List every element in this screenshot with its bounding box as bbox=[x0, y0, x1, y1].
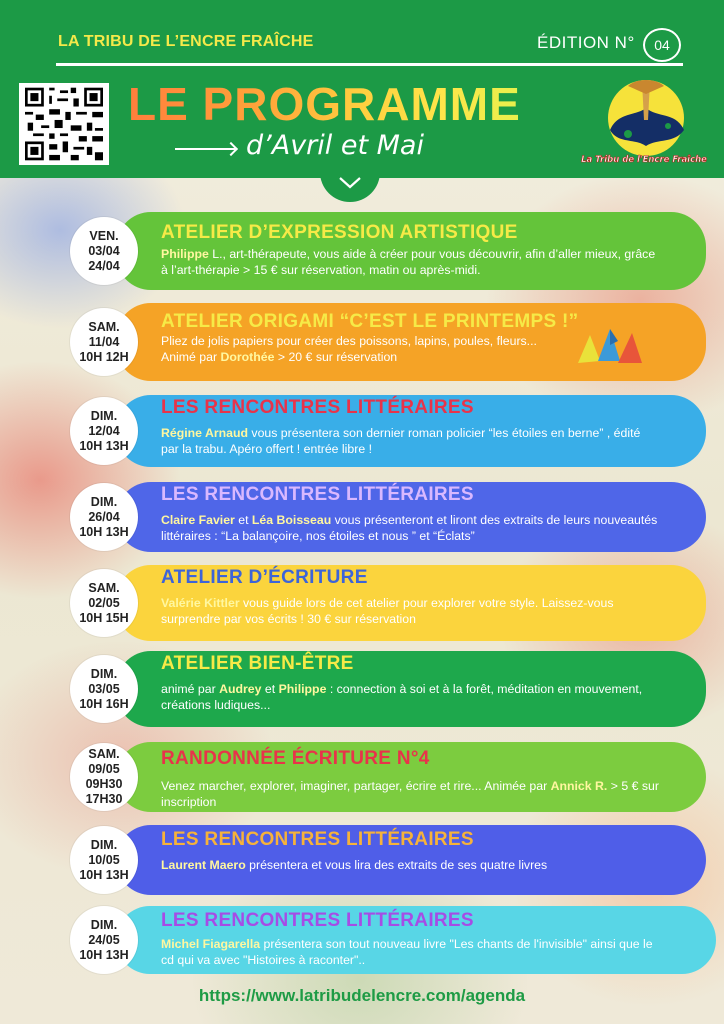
event-date-line: 09/05 bbox=[88, 762, 120, 776]
event-title: LES RENCONTRES LITTÉRAIRES bbox=[161, 910, 474, 931]
event-date-line: DIM. bbox=[90, 917, 118, 932]
event-date-line: 03/05 bbox=[88, 681, 120, 696]
event-item[interactable] bbox=[66, 212, 706, 290]
event-date-line: DIM. bbox=[90, 408, 118, 423]
event-date-line: 10/05 bbox=[88, 852, 120, 867]
event-description-text: et bbox=[261, 682, 279, 696]
event-date-badge bbox=[70, 397, 138, 465]
event-description-text: vous présenteront et liront des extraits de leurs nouveautés littéraires : “La balançoire, nos étoiles et nous ” et “Éclats” bbox=[161, 513, 658, 543]
tribu-logo bbox=[581, 72, 707, 170]
logo-text: La Tribu de l'Encre Fraîche bbox=[581, 155, 707, 165]
event-item[interactable] bbox=[66, 651, 706, 727]
event-description bbox=[161, 778, 661, 810]
event-item[interactable] bbox=[66, 482, 706, 552]
event-title: ATELIER BIEN-ÊTRE bbox=[161, 653, 354, 674]
event-item[interactable] bbox=[66, 742, 706, 812]
page-subtitle: d’Avril et Mai bbox=[246, 130, 424, 161]
event-date-badge bbox=[70, 906, 138, 974]
event-description bbox=[161, 936, 661, 968]
event-item[interactable] bbox=[66, 906, 716, 974]
event-description-text: Pliez de jolis papiers pour créer des poissons, lapins, poules, fleurs... Animé par bbox=[161, 334, 537, 364]
event-description-text: présentera son tout nouveau livre "Les chants de l'invisible" ainsi que le cd qui va avec "Histoires à raconter".. bbox=[161, 937, 653, 967]
event-description-text: Venez marcher, explorer, imaginer, partager, écrire et rire... Animée par bbox=[161, 779, 551, 793]
event-item[interactable] bbox=[66, 825, 706, 895]
event-title: ATELIER D’EXPRESSION ARTISTIQUE bbox=[161, 222, 518, 243]
event-date-badge bbox=[70, 826, 138, 894]
event-host-name: Philippe bbox=[278, 682, 327, 696]
event-date-badge bbox=[70, 308, 138, 376]
event-description bbox=[161, 425, 661, 457]
event-date-line: 10H 13H bbox=[79, 438, 129, 453]
event-date-badge bbox=[70, 569, 138, 637]
event-date-line: 10H 12H bbox=[79, 349, 129, 364]
agenda-link[interactable]: https://www.latribudelencre.com/agenda bbox=[198, 986, 526, 1005]
event-date-line: 12/04 bbox=[88, 423, 120, 438]
event-description-text: vous guide lors de cet atelier pour explorer votre style. Laissez-vous surprendre par vos écrits ! 30 € sur réservation bbox=[161, 596, 614, 626]
event-host-name: Valérie Kittler bbox=[161, 596, 240, 610]
event-date-line: VEN. bbox=[89, 228, 119, 243]
event-date-line: 09H30 bbox=[85, 777, 123, 791]
event-date-badge bbox=[70, 743, 138, 811]
event-date-line: DIM. bbox=[90, 837, 118, 852]
edition-number: 04 bbox=[643, 28, 681, 62]
qr-code-icon[interactable] bbox=[19, 83, 109, 165]
event-host-name: Dorothée bbox=[220, 350, 275, 364]
event-description bbox=[161, 246, 661, 278]
brand-name: LA TRIBU DE L’ENCRE FRAÎCHE bbox=[58, 33, 314, 50]
event-description bbox=[161, 512, 661, 544]
event-date-badge bbox=[70, 483, 138, 551]
event-date-line: 26/04 bbox=[88, 509, 120, 524]
event-host-name: Laurent Maero bbox=[161, 858, 246, 872]
event-date-line: SAM. bbox=[88, 580, 120, 595]
origami-icon bbox=[574, 323, 646, 369]
event-title: ATELIER D’ÉCRITURE bbox=[161, 567, 368, 588]
event-host-name: Michel Fiagarella bbox=[161, 937, 261, 951]
event-item[interactable] bbox=[66, 565, 706, 641]
event-host-name: Philippe bbox=[161, 247, 209, 261]
event-date-line: 11/04 bbox=[88, 334, 120, 349]
event-date-line: 24/05 bbox=[88, 932, 120, 947]
event-description-text: vous présentera son dernier roman policier “les étoiles en berne” , édité par la trabu. Apéro offert ! entrée libre ! bbox=[161, 426, 641, 456]
event-host-name: Régine Arnaud bbox=[161, 426, 248, 440]
event-description-text: animé par bbox=[161, 682, 220, 696]
event-description bbox=[161, 595, 661, 627]
event-description-text: > 5 € sur inscription bbox=[161, 779, 659, 809]
event-date-line: 10H 15H bbox=[79, 610, 129, 625]
event-title: LES RENCONTRES LITTÉRAIRES bbox=[161, 829, 474, 850]
event-date-line: 10H 13H bbox=[79, 867, 129, 882]
event-description-text: > 20 € sur réservation bbox=[274, 350, 398, 364]
arrow-right-icon bbox=[175, 148, 235, 150]
event-date-line: 10H 13H bbox=[79, 524, 129, 539]
event-description-text: : connection à soi et à la forêt, méditation en mouvement, créations ludiques... bbox=[161, 682, 643, 712]
event-item[interactable] bbox=[66, 395, 706, 467]
event-title: RANDONNÉE ÉCRITURE N°4 bbox=[161, 748, 430, 769]
event-description bbox=[161, 333, 571, 365]
event-date-line: SAM. bbox=[88, 747, 120, 761]
event-date-line: 10H 16H bbox=[79, 696, 129, 711]
event-date-badge bbox=[70, 655, 138, 723]
event-date-line: 24/04 bbox=[88, 258, 120, 273]
event-host-name: Léa Boisseau bbox=[251, 513, 332, 527]
event-date-line: 02/05 bbox=[88, 595, 120, 610]
event-title: LES RENCONTRES LITTÉRAIRES bbox=[161, 397, 474, 418]
event-item[interactable] bbox=[66, 303, 706, 381]
header-banner bbox=[0, 0, 724, 178]
event-title: ATELIER ORIGAMI “C’EST LE PRINTEMPS !” bbox=[161, 311, 579, 332]
event-description-text: présentera et vous lira des extraits de ses quatre livres bbox=[245, 858, 548, 872]
event-date-line: DIM. bbox=[90, 666, 118, 681]
event-host-name: Audrey bbox=[219, 682, 262, 696]
event-date-line: 03/04 bbox=[88, 243, 120, 258]
event-date-line: 17H30 bbox=[85, 792, 123, 806]
event-host-name: Claire Favier bbox=[161, 513, 235, 527]
event-description-text: L., art-thérapeute, vous aide à créer pour vous découvrir, afin d’aller mieux, grâce à l’art-thérapie > 15 € sur réservation, matin ou après-midi. bbox=[161, 247, 656, 277]
event-date-line: SAM. bbox=[88, 319, 120, 334]
chevron-down-icon[interactable] bbox=[320, 162, 380, 202]
page-title: LE PROGRAMME bbox=[128, 78, 521, 130]
header-divider bbox=[56, 63, 683, 66]
event-title: LES RENCONTRES LITTÉRAIRES bbox=[161, 484, 474, 505]
event-date-line: DIM. bbox=[90, 494, 118, 509]
event-date-badge bbox=[70, 217, 138, 285]
event-description bbox=[161, 857, 661, 873]
edition-label: ÉDITION N° bbox=[537, 33, 635, 52]
event-date-line: 10H 13H bbox=[79, 947, 129, 962]
event-description-text: et bbox=[234, 513, 252, 527]
event-host-name: Annick R. bbox=[550, 779, 608, 793]
event-description bbox=[161, 681, 661, 713]
